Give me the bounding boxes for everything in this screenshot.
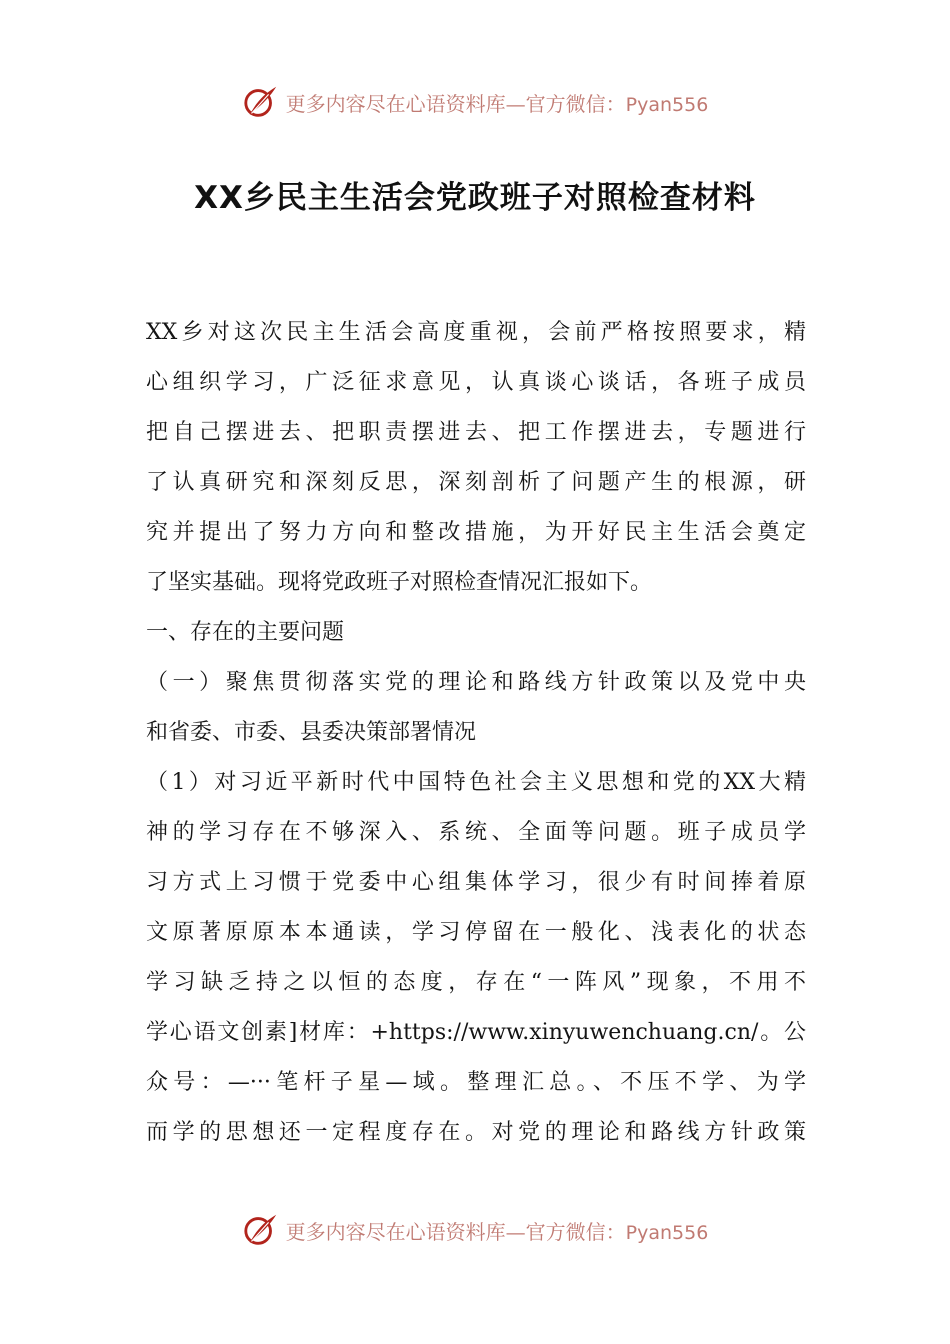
body-line: 学习缺乏持之以恒的态度，存在“一阵风”现象，不用不	[146, 970, 806, 995]
body-line: 了认真研究和深刻反思，深刻剖析了问题产生的根源，研	[146, 470, 806, 495]
watermark-label: 更多内容尽在心语资料库—官方微信：	[285, 91, 626, 116]
document-body	[146, 308, 806, 1158]
body-line: 把自己摆进去、把职责摆进去、把工作摆进去，专题进行	[146, 420, 806, 445]
watermark-label: 更多内容尽在心语资料库—官方微信：	[285, 1219, 626, 1244]
body-line: 而学的思想还一定程度存在。对党的理论和路线方针政策	[146, 1120, 806, 1145]
section-heading: 一、存在的主要问题	[146, 620, 345, 645]
watermark-text	[286, 88, 709, 117]
body-line: 究并提出了努力方向和整改措施，为开好民主生活会奠定	[146, 520, 806, 545]
subsection-heading: （一）聚焦贯彻落实党的理论和路线方针政策以及党中央	[146, 670, 806, 695]
subsection-heading: 和省委、市委、县委决策部署情况	[146, 720, 477, 745]
quill-logo-icon	[242, 1211, 280, 1249]
body-line: 学心语文创素]材库：+https://www.xinyuwenchuang.cn/。公	[146, 1020, 806, 1045]
body-line: （1）对习近平新时代中国特色社会主义思想和党的XX大精	[146, 770, 806, 795]
document-title: XX乡民主生活会党政班子对照检查材料	[194, 180, 756, 216]
body-line: 习方式上习惯于党委中心组集体学习，很少有时间捧着原	[146, 870, 806, 895]
body-line: XX乡对这次民主生活会高度重视，会前严格按照要求，精	[146, 320, 806, 345]
footer-watermark	[0, 1208, 950, 1252]
body-line: 了坚实基础。现将党政班子对照检查情况汇报如下。	[146, 570, 653, 595]
body-line: 文原著原原本本通读，学习停留在一般化、浅表化的状态	[146, 920, 806, 945]
quill-logo-icon	[242, 83, 280, 121]
body-line: 神的学习存在不够深入、系统、全面等问题。班子成员学	[146, 820, 806, 845]
watermark-handle: Pyan556	[625, 1221, 709, 1244]
body-line: 心组织学习，广泛征求意见，认真谈心谈话，各班子成员	[146, 370, 806, 395]
watermark-text	[286, 1216, 709, 1245]
header-watermark	[0, 80, 950, 124]
watermark-handle: Pyan556	[625, 93, 709, 116]
body-line: 众号：—···笔杆子星—域。整理汇总。、不压不学、为学	[146, 1070, 806, 1095]
